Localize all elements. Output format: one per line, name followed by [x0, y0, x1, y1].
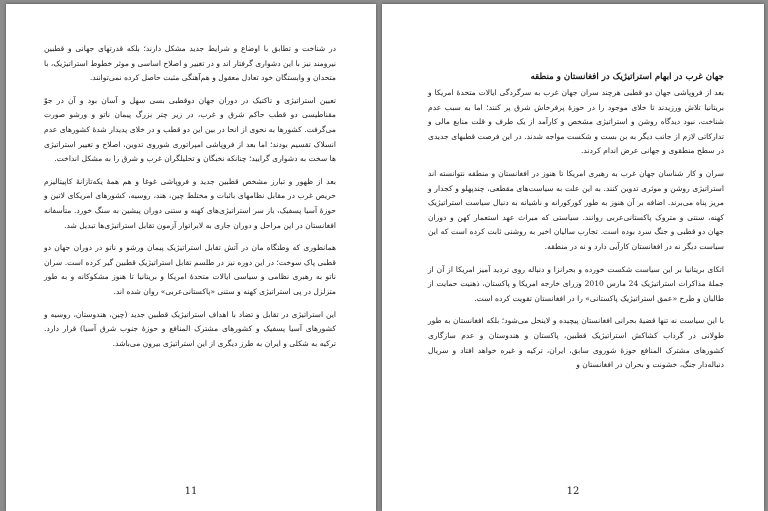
page-number: 12 [566, 486, 580, 497]
paragraph: در شناخت و تطابق با اوضاع و شرایط جدید مشکل دارند؛ بلکه قدرتهای جهانی و قطبین نیرومند نیز با این دشواری گرفتار اند و در تغییر و اصلاح اساسی و موثر خطوط استراتیژیک، با متحدان و وابستگان خود تعادل معقول و هم‌آهنگی مثبت حاصل کرده نمی‌توانند. [44, 44, 336, 83]
paragraph: همانطوری که وطنگاه مان در آتش تقابل استراتیژیک پیمان ورشو و ناتو در دوران جهان دو قطبی پاک سوخت؛ در این دوره نیز در طلسم تقابل استراتیژیک قطبین گیر کرده است. سران ناتو به رهبری نظامی و سیاسی ایالات متحدهٔ امریکا و بریتانیا تا هنوز مشکوکانه و به طور متزلزل در پی استراتیژی کهنه و ستنی «پاکستانی‌عربی» روان شده اند. [44, 243, 336, 296]
paragraph: بعد از فروپاشی جهان دو قطبی هرچند سران جهان غرب به سرگردگی ایالات متحدهٔ امریکا و بریتانیا تلاش ورزیدند تا خلای موجود را در حوزهٔ پرفرخاش شرق پر کنند؛ اما به سبب عدم شناخت، نبود دیدگاه روشن و استراتیژی مشخص و کارآمد از یک طرف و قلت منابع مالی و تدارکاتی لازم از جانب دیگر به بن بست و شکست مواجه شدند. در این فرصت قطبهای جدیدی در سطح منطقوی و جهانی عرض اندام کردند. [428, 88, 724, 156]
paragraph: با این سیاست نه تنها قضیهٔ بحرانی افغانستان پیچیده و لاینحل می‌شود؛ بلکه افغانستان به طور طولانی در گرداب کشاکش استراتیژیک قطبین، پاکستان و هندوستان و عدم سازگاری کشورهای مشترک المنافع حوزهٔ شوروی سابق، ایران، ترکیه و غیره خواهد افتاد و سریال دنباله‌دار جنگ، خشونت و بحران در افغانستان و [428, 316, 724, 370]
paragraph: سران و کار شناسان جهان غرب به رهبری امریکا تا هنوز در افغانستان و منطقه نتوانسته اند استراتیژی روشن و موثری تدوین کنند. به این علت به سیاست‌های مقطعی، چندپهلو و کجدار و مریز پناه می‌برند. اضافه بر آن هنوز به طور کورکورانه و ناشیانه به دنبال سیاست استراتیژیک کهنه، سنتی و متروک پاکستانی‌عربی روانند. سیاستی که میراث عهد استعمار کهن و دوران جهان دو قطبی و جنگ سرد بوده است. تجارب سالیان اخیر به روشنی ثابت کرده است که این سیاست دیگر نه در افغانستان کارآیی دارد و نه در منطقه. [428, 168, 724, 251]
paragraph: اتکای بریتانیا بر این سیاست شکست خورده و بحرانزا و دنباله روی تردید آمیز امریکا از آن از جملهٔ مذاکرات استراتیژیک 24 مارس 2010 وزرای خارجه امریکا و پاکستان، ذهنیت حمایت از طالبان و طرح «عمق استراتیژیک پاکستانی» را در افغانستان تقویت کرده است. [428, 264, 724, 303]
paragraph: تعیین استراتیژی و تاکتیک در دوران جهان دوقطبی بسی سهل و آسان بود و آن در جوّ مقناطیسی دو قطب حاکم شرق و غرب، در زیر چتر بزرگ پیمان ناتو و ورشو صورت می‌گرفت. کشورها به نحوی از انحا در بین این دو قطب و در خلای پدیدار شدهٔ کشورهای عدم انسلاک تقسیم بودند؛ اما بعد از فروپاشی امپراتوری شوروی تدوین، اصلاح و تغییر استراتیژی ها سخت به دشواری گرایید؛ چنانکه نخبگان و تحلیلگران غرب و شرق را به مشکل انداخت. [44, 95, 336, 164]
page-right [382, 4, 764, 511]
paragraph: این استراتیژی در تقابل و تضاد با اهداف استراتیژیک قطبین جدید (چین، هندوستان، روسیه و کشورهای آسیا پسفیک و کشورهای مشترک المنافع و حوزهٔ جنوب شرق آسیا) قرار دارد. ترکیه به شکلی و ایران به طرز دیگری از این استراتیژی بیرون می‌باشد. [44, 309, 336, 348]
page-left-text [44, 42, 336, 359]
page-left [6, 4, 376, 511]
page-number: 11 [184, 486, 198, 497]
section-heading: جهان غرب در ابهام استراتیژیک در افغانستان و منطقه [530, 72, 724, 82]
page-right-text [428, 70, 724, 381]
paragraph: بعد از ظهور و تبارز مشخص قطبین جدید و فروپاشی غوغا و هم همهٔ یکه‌تازانهٔ کاپیتالیزم حریص غرب در مقابل نظامهای باثبات و مختلط چین، هند، روسیه، کشورهای امریکای لاتین و حوزهٔ آسیا پسفیک، باز سر استراتیژی‌های کهنه و ستنی دوران پیشین به سنگ خورد. متأسفانه افغانستان در این مراحل و دوران جاری به لابراتوار آزمون تقابل استراتیژی‌ها تبدیل شد. [44, 176, 336, 230]
